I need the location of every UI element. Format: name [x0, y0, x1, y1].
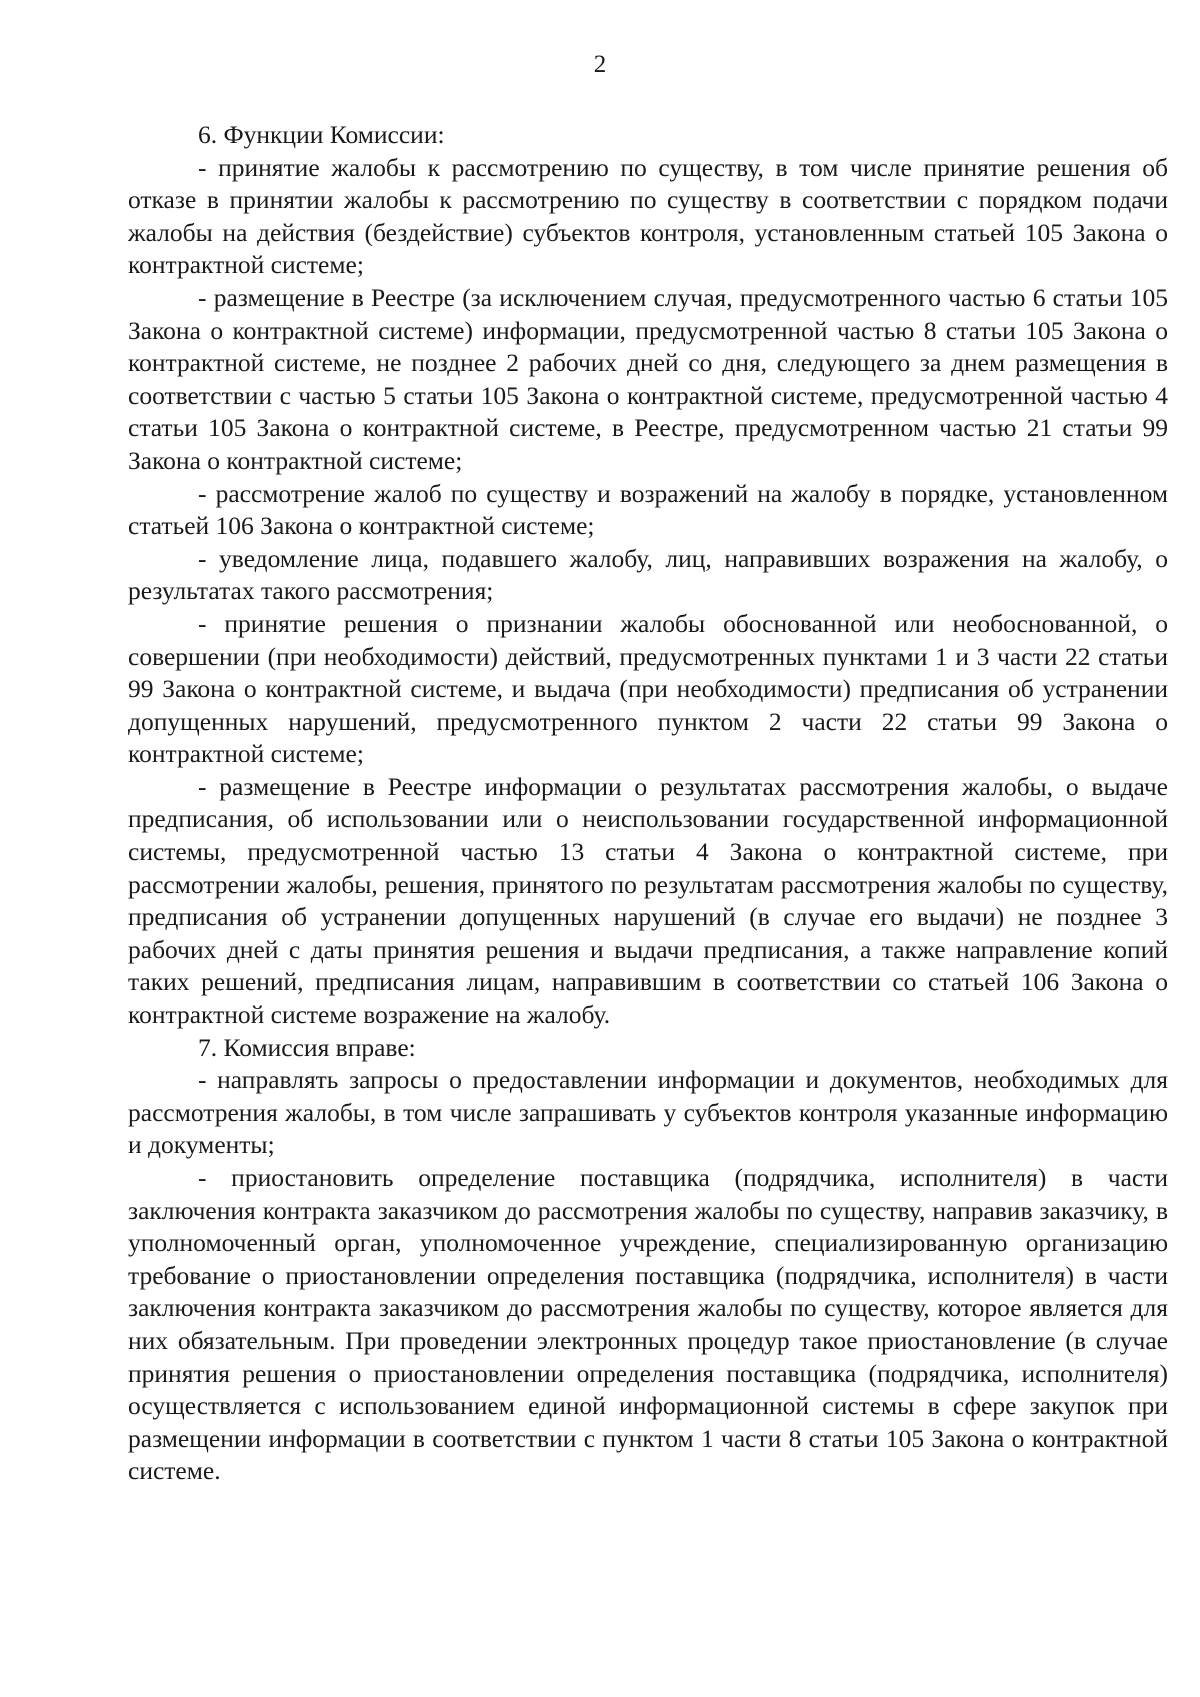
- section-7-heading: 7. Комиссия вправе:: [198, 1032, 416, 1062]
- function-review-complaints: - рассмотрение жалоб по существу и возражений на жалобу в порядке, установленном статьей 106 Закона о контрактной системе;: [128, 478, 1168, 541]
- function-registry-results: - размещение в Реестре информации о результатах рассмотрения жалобы, о выдаче предписания, об использовании или о неиспользовании государственной информационной системы, предусмотренной частью 13 статьи 4 Закона о контрактной системе, при рассмотрении жалобы, решения, принятого по результатам рассмотрения жалобы по существу, предписания об устранении допущенных нарушений (в случае его выдачи) не позднее 3 рабочих дней с даты принятия решения и выдачи предписания, а также направление копий таких решений, предписания лицам, направившим в соответствии со статьей 106 Закона о контрактной системе возражение на жалобу.: [128, 771, 1168, 1030]
- function-accept-complaint: - принятие жалобы к рассмотрению по существу, в том числе принятие решения об отказе в принятии жалобы к рассмотрению по существу в соответствии с порядком подачи жалобы на действия (бездействие) субъектов контроля, установленным статьей 105 Закона о контрактной системе;: [128, 152, 1168, 280]
- right-send-requests: - направлять запросы о предоставлении информации и документов, необходимых для рассмотрения жалобы, в том числе запрашивать у субъектов контроля указанные информацию и документы;: [128, 1065, 1168, 1160]
- document-body: [128, 119, 1168, 1488]
- section-6-heading: 6. Функции Комиссии:: [198, 120, 445, 149]
- right-suspend-procurement: - приостановить определение поставщика (подрядчика, исполнителя) в части заключения контракта заказчиком до рассмотрения жалобы по существу, направив заказчику, в уполномоченный орган, уполномоченное учреждение, специализированную организацию требование о приостановлении определения поставщика (подрядчика, исполнителя) в части заключения контракта заказчиком до рассмотрения жалобы по существу, которое является для них обязательным. При проведении электронных процедур такое приостановление (в случае принятия решения о приостановлении определения поставщика (подрядчика, исполнителя) осуществляется с использованием единой информационной системы в сфере закупок при размещении информации в соответствии с пунктом 1 части 8 статьи 105 Закона о контрактной системе.: [128, 1163, 1168, 1486]
- function-notify-parties: - уведомление лица, подавшего жалобу, лиц, направивших возражения на жалобу, о результатах такого рассмотрения;: [128, 543, 1168, 606]
- function-decision: - принятие решения о признании жалобы обоснованной или необоснованной, о совершении (при необходимости) действий, предусмотренных пунктами 1 и 3 части 22 статьи 99 Закона о контрактной системе, и выдача (при необходимости) предписания об устранении допущенных нарушений, предусмотренного пунктом 2 части 22 статьи 99 Закона о контрактной системе;: [128, 608, 1168, 769]
- page-number: 2: [593, 51, 607, 78]
- function-registry-placement: - размещение в Реестре (за исключением случая, предусмотренного частью 6 статьи 105 Закона о контрактной системе) информации, предусмотренной частью 8 статьи 105 Закона о контрактной системе, не позднее 2 рабочих дней со дня, следующего за днем размещения в соответствии с частью 5 статьи 105 Закона о контрактной системе, предусмотренной частью 4 статьи 105 Закона о контрактной системе, в Реестре, предусмотренном частью 21 статьи 99 Закона о контрактной системе;: [128, 282, 1168, 475]
